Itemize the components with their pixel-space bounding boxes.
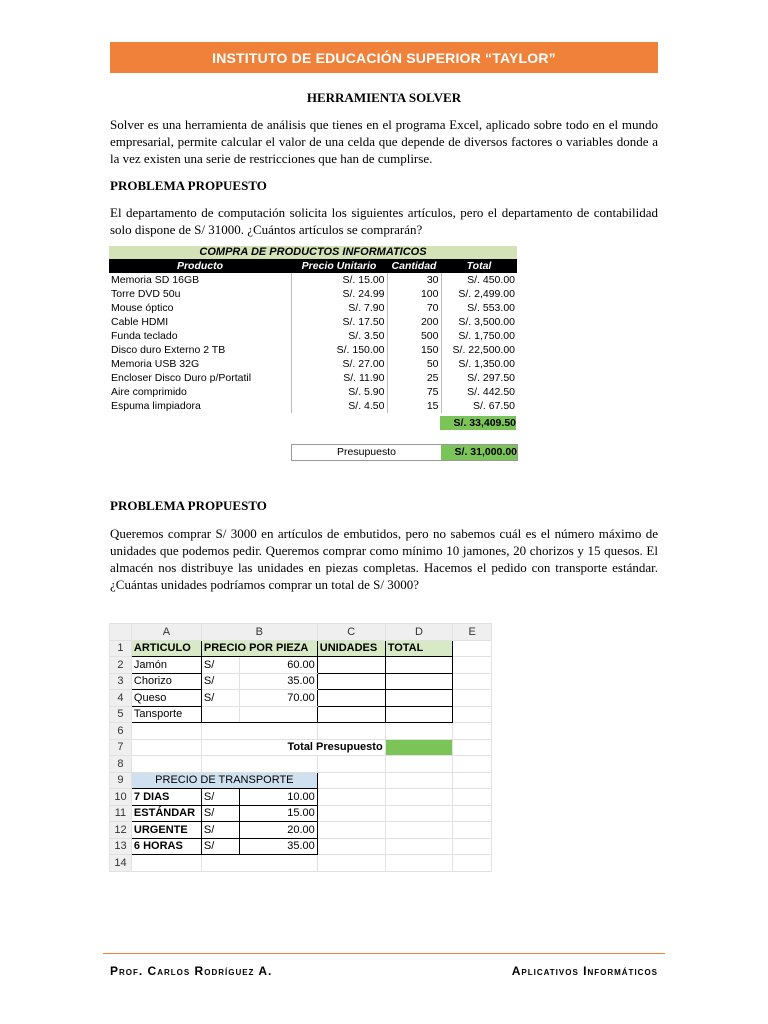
sheet-cell[interactable] [385,723,453,740]
sheet-row [110,640,492,657]
transport-price[interactable]: 35.00 [239,838,317,855]
document-title: HERRAMIENTA SOLVER [306,90,462,105]
row-number[interactable]: 11 [110,805,132,822]
row-number[interactable]: 6 [110,723,132,740]
units-cell[interactable] [317,690,385,707]
sheet-cell[interactable] [453,723,492,740]
total-budget-cell[interactable] [385,739,453,756]
table-cell: S/. 7.90 [291,301,387,315]
header-total[interactable]: TOTAL [385,640,453,657]
header-precio[interactable]: PRECIO POR PIEZA [201,640,317,657]
header-unidades[interactable]: UNIDADES [317,640,385,657]
item-name[interactable]: Jamón [131,657,201,674]
transport-currency[interactable]: S/ [201,822,239,839]
item-name[interactable]: Chorizo [131,673,201,690]
table-cell: Disco duro Externo 2 TB [109,343,291,357]
table-cell: S/. 3,500.00 [458,316,515,328]
table-row [109,371,517,385]
products-col-header: Total [441,259,517,273]
table-cell: S/. 297.50 [467,372,515,384]
budget-label: Presupuesto [337,446,396,458]
column-header-c[interactable]: C [317,624,385,641]
sheet-cell[interactable] [385,805,453,822]
table-cell: S/. 5.90 [291,385,387,399]
table-cell: Aire comprimido [109,385,291,399]
sheet-cell[interactable] [317,772,385,789]
row-number[interactable]: 7 [110,739,132,756]
sheet-cell[interactable] [317,838,385,855]
units-cell[interactable] [317,673,385,690]
row-number[interactable]: 2 [110,657,132,674]
sheet-cell[interactable] [453,838,492,855]
table-cell: Torre DVD 50u [109,287,291,301]
sheet-cell[interactable] [385,789,453,806]
sheet-row [110,706,492,723]
intro-text: Solver es una herramienta de análisis que tienes en el programa Excel, aplicado sobre todo en el mundo empresarial, permite calcular el valor de una celda que depende de diversos factores o variables donde a la vez existen una serie de restricciones que han de cumplirse. [110,117,658,166]
item-currency[interactable] [201,706,239,723]
sheet-row [110,822,492,839]
row-number[interactable]: 8 [110,756,132,773]
column-header-a[interactable]: A [131,624,201,641]
table-cell: S/. 24.99 [291,287,387,301]
table-cell: 15 [387,399,441,413]
products-table-caption: COMPRA DE PRODUCTOS INFORMATICOS [109,246,517,259]
table-cell: 25 [387,371,441,385]
total-cell[interactable] [385,657,453,674]
table-cell: S/. 22,500.00 [452,344,515,356]
units-cell[interactable] [317,657,385,674]
sheet-cell[interactable] [385,855,453,872]
column-header-b[interactable]: B [201,624,317,641]
total-cell[interactable] [385,690,453,707]
table-cell: S/. 150.00 [291,343,387,357]
problem2-paragraph [110,525,658,593]
row-number[interactable]: 5 [110,706,132,723]
transport-name[interactable]: 6 HORAS [131,838,201,855]
sheet-cell[interactable] [131,739,201,756]
transport-price[interactable]: 15.00 [239,805,317,822]
table-row [109,301,517,315]
item-name[interactable]: Tansporte [131,706,201,723]
table-cell: S/. 15.00 [291,273,387,287]
sheet-cell[interactable] [453,756,492,773]
table-cell: Cable HDMI [109,315,291,329]
units-cell[interactable] [317,706,385,723]
institute-banner [110,42,658,73]
row-number[interactable]: 3 [110,673,132,690]
table-row [109,329,517,343]
sheet-cell[interactable] [453,657,492,674]
total-budget-label[interactable]: Total Presupuesto [201,739,385,756]
table-row [109,357,517,371]
column-header-row [110,624,492,641]
sheet-cell[interactable] [317,789,385,806]
sheet-cell[interactable] [453,855,492,872]
sheet-row [110,756,492,773]
banner-text: INSTITUTO DE EDUCACIÓN SUPERIOR “TAYLOR” [212,49,556,66]
table-cell: Memoria USB 32G [109,357,291,371]
footer-course: Aplicativos Informáticos [511,964,658,978]
row-number[interactable]: 9 [110,772,132,789]
budget-value: S/. 31,000.00 [441,445,517,460]
problem1-paragraph [110,204,658,238]
table-cell: S/. 1,350.00 [458,358,515,370]
item-price[interactable] [239,706,317,723]
products-sum-cell: S/. 33,409.50 [440,416,516,430]
sheet-cell[interactable] [453,789,492,806]
sheet-cell[interactable] [453,640,492,657]
sheet-cell[interactable] [385,822,453,839]
table-row [109,385,517,399]
sheet-cell[interactable] [317,855,385,872]
transport-title[interactable]: PRECIO DE TRANSPORTE [131,772,317,789]
transport-name[interactable]: 7 DIAS [131,789,201,806]
row-number[interactable]: 12 [110,822,132,839]
transport-currency[interactable]: S/ [201,805,239,822]
spreadsheet [109,623,492,869]
item-price[interactable]: 70.00 [239,690,317,707]
sheet-cell[interactable] [131,756,201,773]
sheet-cell[interactable] [453,739,492,756]
intro-paragraph [110,116,658,167]
sheet-row [110,789,492,806]
problem1-heading: PROBLEMA PROPUESTO [110,178,267,193]
table-cell: Espuma limpiadora [109,399,291,413]
sheet-cell[interactable] [453,772,492,789]
table-row [109,287,517,301]
sheet-row [110,690,492,707]
item-name[interactable]: Queso [131,690,201,707]
item-price[interactable]: 35.00 [239,673,317,690]
products-table [109,246,517,413]
table-row [109,399,517,413]
products-col-header: Precio Unitario [291,259,387,273]
sheet-cell[interactable] [385,838,453,855]
sheet-row [110,838,492,855]
table-cell: S/. 27.00 [291,357,387,371]
sheet-row [110,855,492,872]
footer-divider [103,953,665,954]
row-number[interactable]: 13 [110,838,132,855]
sheet-cell[interactable] [317,805,385,822]
transport-name[interactable]: ESTÁNDAR [131,805,201,822]
table-cell: 200 [387,315,441,329]
budget-row [291,444,518,461]
sheet-cell[interactable] [453,822,492,839]
sheet-cell[interactable] [317,822,385,839]
sheet-row [110,673,492,690]
problem2-text: Queremos comprar S/ 3000 en artículos de embutidos, pero no sabemos cuál es el número máximo de unidades que podemos pedir. Queremos comprar como mínimo 10 jamones, 20 chorizos y 15 quesos. El almacén nos distribuye las unidades en piezas completas. Hacemos el pedido con transporte estándar. ¿Cuántas unidades podríamos comprar un total de S/ 3000? [110,526,658,592]
item-currency[interactable]: S/ [201,657,239,674]
table-cell: S/. 450.00 [467,274,515,286]
table-cell: 100 [387,287,441,301]
item-currency[interactable]: S/ [201,673,239,690]
row-number[interactable]: 1 [110,640,132,657]
products-col-header: Cantidad [387,259,441,273]
row-number[interactable]: 4 [110,690,132,707]
sheet-cell[interactable] [201,723,317,740]
sheet-cell[interactable] [317,756,385,773]
transport-name[interactable]: URGENTE [131,822,201,839]
sheet-cell[interactable] [385,772,453,789]
select-all-corner[interactable] [110,624,132,641]
sheet-row [110,723,492,740]
problem2-heading: PROBLEMA PROPUESTO [110,498,267,513]
table-cell: Mouse óptico [109,301,291,315]
table-cell: Memoria SD 16GB [109,273,291,287]
transport-price[interactable]: 20.00 [239,822,317,839]
column-header-d[interactable]: D [385,624,453,641]
table-cell: Encloser Disco Duro p/Portatil [109,371,291,385]
table-cell: S/. 553.00 [467,302,515,314]
table-cell: S/. 11.90 [291,371,387,385]
sheet-row [110,739,492,756]
transport-currency[interactable]: S/ [201,838,239,855]
sheet-cell[interactable] [131,855,201,872]
sheet-cell[interactable] [453,690,492,707]
column-header-e[interactable]: E [453,624,492,641]
table-cell: Funda teclado [109,329,291,343]
row-number[interactable]: 14 [110,855,132,872]
header-articulo[interactable]: ARTICULO [131,640,201,657]
sheet-row [110,805,492,822]
sheet-cell[interactable] [453,706,492,723]
sheet-cell[interactable] [201,855,317,872]
table-cell: S/. 2,499.00 [458,288,515,300]
transport-currency[interactable]: S/ [201,789,239,806]
table-cell: 70 [387,301,441,315]
sheet-row [110,772,492,789]
sheet-cell[interactable] [201,756,317,773]
sheet-row [110,657,492,674]
table-cell: 50 [387,357,441,371]
problem1-text: El departamento de computación solicita los siguientes artículos, pero el departamento de contabilidad solo dispone de S/ 31000. ¿Cuántos artículos se comprarán? [110,205,658,237]
sheet-cell[interactable] [317,723,385,740]
sheet-cell[interactable] [453,673,492,690]
row-number[interactable]: 10 [110,789,132,806]
table-cell: 30 [387,273,441,287]
footer-author: Prof. Carlos Rodríguez A. [110,964,273,978]
transport-price[interactable]: 10.00 [239,789,317,806]
products-col-header: Producto [109,259,291,273]
sheet-cell[interactable] [453,805,492,822]
item-currency[interactable]: S/ [201,690,239,707]
table-cell: S/. 4.50 [291,399,387,413]
sheet-cell[interactable] [385,756,453,773]
table-cell: S/. 17.50 [291,315,387,329]
table-row [109,315,517,329]
item-price[interactable]: 60.00 [239,657,317,674]
table-cell: S/. 442.50 [467,386,515,398]
table-cell: 150 [387,343,441,357]
table-cell: 75 [387,385,441,399]
total-cell[interactable] [385,673,453,690]
table-row [109,273,517,287]
table-cell: S/. 67.50 [472,400,515,412]
sheet-cell[interactable] [131,723,201,740]
table-row [109,343,517,357]
table-cell: S/. 1,750.00 [458,330,515,342]
table-cell: 500 [387,329,441,343]
table-cell: S/. 3.50 [291,329,387,343]
total-cell[interactable] [385,706,453,723]
